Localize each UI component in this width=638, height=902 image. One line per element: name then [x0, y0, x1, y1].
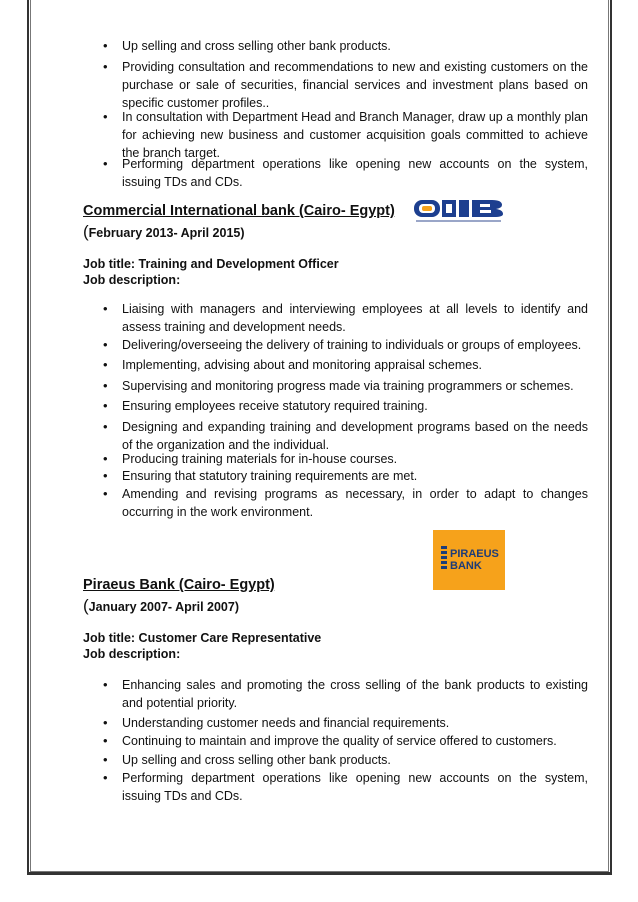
list-item: • Ensuring that statutory training requirements are met.: [122, 467, 588, 485]
list-item: • In consultation with Department Head and Branch Manager, draw up a monthly plan for achieving new business and customer acquisition goals committed to achieve the branch target.: [122, 108, 588, 162]
piraeus-logo-line2: BANK: [450, 560, 482, 572]
job-title-cib: Job title: Training and Development Officer: [83, 257, 339, 271]
list-item: • Liaising with managers and interviewing employees at all levels to identify and assess training and development needs.: [122, 300, 588, 336]
dates-paren: (: [83, 222, 89, 241]
cib-logo-graphic: [412, 197, 505, 225]
list-item: • Up selling and cross selling other bank products.: [122, 37, 588, 55]
job-title-piraeus: Job title: Customer Care Representative: [83, 631, 322, 645]
dates-text: February 2013- April 2015): [88, 226, 245, 240]
list-item: • Understanding customer needs and financial requirements.: [122, 714, 588, 732]
list-item: • Providing consultation and recommendations to new and existing customers on the purchase or sale of securities, financial services and investment plans based on specific customer profiles..: [122, 58, 588, 112]
list-item: • Producing training materials for in-house courses.: [122, 450, 588, 468]
list-item: • Up selling and cross selling other bank products.: [122, 751, 588, 769]
piraeus-logo: [433, 530, 505, 590]
employment-dates-cib: [83, 222, 245, 242]
list-item: • Designing and expanding training and development programs based on the needs of the organization and the individual.: [122, 418, 588, 454]
job-description-label-cib: Job description:: [83, 273, 181, 287]
piraeus-logo-graphic: [433, 530, 505, 590]
dates-text: January 2007- April 2007): [88, 600, 239, 614]
list-item: • Amending and revising programs as necessary, in order to adapt to changes occurring in the work environment.: [122, 485, 588, 521]
list-item: • Enhancing sales and promoting the cross selling of the bank products to existing and potential priority.: [122, 676, 588, 712]
list-item: • Continuing to maintain and improve the quality of service offered to customers.: [122, 732, 588, 750]
list-item: • Delivering/overseeing the delivery of training to individuals or groups of employees.: [122, 336, 588, 354]
list-item: • Implementing, advising about and monitoring appraisal schemes.: [122, 356, 588, 374]
list-item: • Supervising and monitoring progress made via training programmers or schemes.: [122, 377, 588, 395]
company-name-cib: Commercial International bank (Cairo- Egypt): [83, 203, 395, 219]
list-item: • Performing department operations like opening new accounts on the system, issuing TDs and CDs.: [122, 155, 588, 191]
list-item: • Performing department operations like opening new accounts on the system, issuing TDs and CDs.: [122, 769, 588, 805]
list-item: • Ensuring employees receive statutory required training.: [122, 397, 588, 415]
piraeus-logo-line1: PIRAEUS: [450, 548, 499, 560]
dates-paren: (: [83, 596, 89, 615]
job-description-label-piraeus: Job description:: [83, 647, 181, 661]
company-name-piraeus: Piraeus Bank (Cairo- Egypt): [83, 577, 275, 593]
employment-dates-piraeus: [83, 596, 239, 616]
cib-logo: [412, 197, 505, 225]
